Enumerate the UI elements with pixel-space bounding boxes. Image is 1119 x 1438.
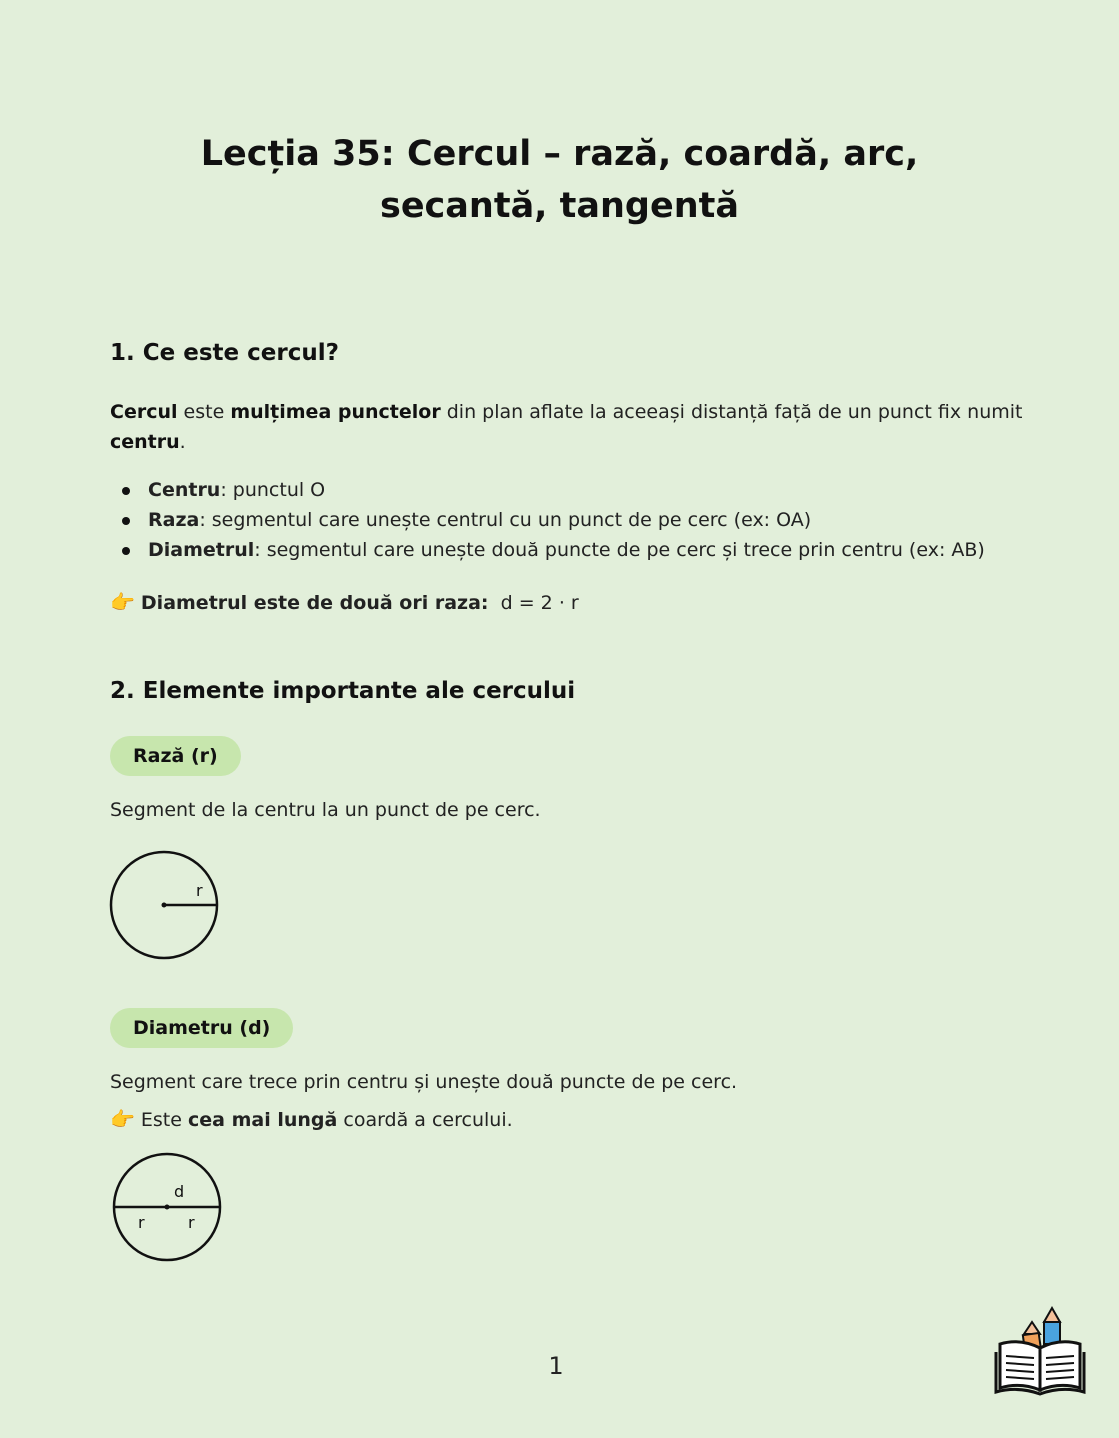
diameter-tag: Diametru (d)	[110, 1008, 293, 1048]
pointing-hand-icon: 👉	[110, 590, 135, 614]
center-point	[165, 1205, 170, 1210]
circle-definition	[110, 397, 1030, 457]
list-item	[110, 475, 985, 505]
radius-description: Segment de la centru la un punct de pe cerc.	[110, 799, 541, 821]
note-bold-text: cea mai lungă	[188, 1109, 338, 1131]
list-item-text: : segmentul care unește două puncte de pe cerc și trece prin centru (ex: AB)	[254, 539, 985, 561]
title-line-2: secantă, tangentă	[379, 186, 739, 226]
longest-chord-note	[110, 1104, 513, 1135]
section-2-heading: 2. Elemente importante ale cercului	[110, 678, 576, 704]
list-item	[110, 535, 985, 565]
diameter-formula-note	[110, 587, 579, 618]
note-text: coardă a cercului.	[337, 1109, 513, 1131]
definition-term-cercul: Cercul	[110, 401, 178, 423]
definition-term-multimea: mulțimea punctelor	[230, 401, 441, 423]
list-item-term: Diametrul	[148, 539, 255, 561]
pencil-blue-icon	[1044, 1308, 1060, 1344]
diameter-label: d	[174, 1182, 185, 1201]
section-1-heading: 1. Ce este cercul?	[110, 340, 339, 366]
radius-tag: Rază (r)	[110, 736, 241, 776]
definition-text: din plan aflate la aceeași distanță față de un punct fix numit	[440, 401, 1023, 423]
list-item-term: Raza	[148, 509, 200, 531]
center-point	[162, 903, 167, 908]
title-line-1: Lecția 35: Cercul – rază, coardă, arc,	[200, 134, 919, 174]
note-text: Este	[140, 1109, 188, 1131]
open-book-icon	[996, 1342, 1084, 1394]
list-item	[110, 505, 985, 535]
diameter-description: Segment care trece prin centru și unește două puncte de pe cerc.	[110, 1071, 738, 1093]
definition-list	[110, 475, 985, 565]
page-title	[0, 128, 1119, 232]
list-item-text: : punctul O	[220, 479, 326, 501]
list-item-text: : segmentul care unește centrul cu un punct de pe cerc (ex: OA)	[199, 509, 812, 531]
page-number: 1	[548, 1352, 564, 1380]
list-item-term: Centru	[148, 479, 221, 501]
note-bold-text: Diametrul este de două ori raza:	[140, 592, 489, 614]
diameter-diagram	[110, 1150, 224, 1264]
pointing-hand-icon: 👉	[110, 1107, 135, 1131]
radius-label-right: r	[188, 1213, 195, 1232]
definition-term-centru: centru	[110, 431, 180, 453]
radius-label: r	[196, 881, 203, 900]
book-pencils-logo-icon	[994, 1300, 1086, 1396]
radius-diagram	[108, 848, 224, 962]
definition-text: .	[179, 431, 186, 453]
definition-text: este	[177, 401, 231, 423]
formula: d = 2 · r	[500, 592, 579, 614]
radius-label-left: r	[138, 1213, 145, 1232]
